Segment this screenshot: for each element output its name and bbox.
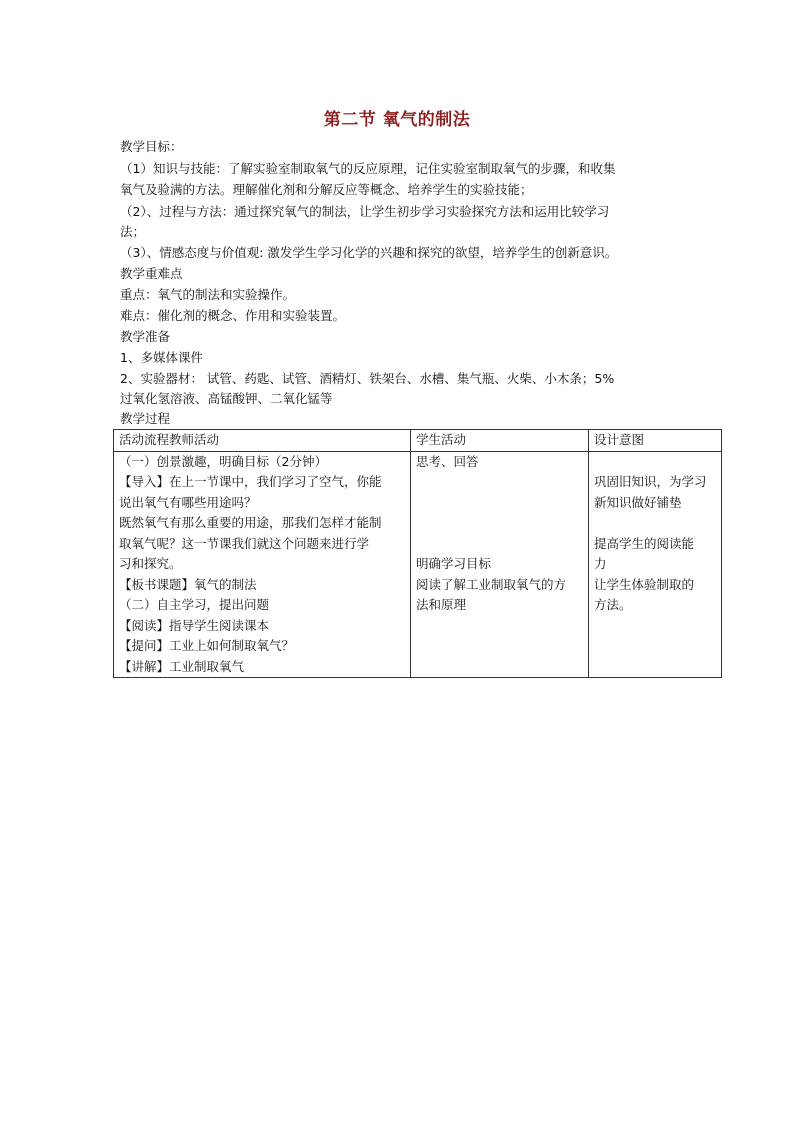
table-row	[114, 451, 722, 678]
teacher-line: 【阅读】指导学生阅读课本	[119, 617, 270, 633]
key-points-heading: 教学重难点	[120, 266, 183, 281]
objective-process-line1: （2）、过程与方法：通过探究氧气的制法，让学生初步学习实验探究方法和运用比较学习	[120, 204, 610, 219]
teacher-line: 取氧气呢？这一节课我们就这个问题来进行学	[119, 535, 370, 551]
student-think: 思考、回答	[416, 453, 479, 469]
teacher-line: 说出氧气有哪些用途吗？	[119, 494, 257, 510]
intent-experience-line1: 让学生体验制取的	[594, 576, 695, 592]
objectives-heading: 教学目标：	[120, 139, 183, 154]
header-design-intent: 设计意图	[589, 430, 722, 452]
student-read-line1: 阅读了解工业制取氧气的方	[416, 576, 567, 592]
key-point-focus: 重点：氧气的制法和实验操作。	[120, 287, 296, 302]
process-heading: 教学过程	[120, 411, 171, 426]
objective-emotion: （3）、情感态度与价值观: 激发学生学习化学的兴趣和探究的欲望，培养学生的创新意识。	[120, 245, 618, 260]
table-header-row	[114, 430, 722, 452]
page-title: 第二节 氧气的制法	[323, 110, 471, 130]
teacher-line: 【讲解】工业制取氧气	[119, 658, 245, 674]
header-student-activity: 学生活动	[411, 430, 589, 452]
design-intent-cell	[589, 451, 722, 678]
objective-knowledge-line1: （1）知识与技能：了解实验室制取氧气的反应原理，记住实验室制取氧气的步骤，和收集	[120, 161, 616, 176]
preparation-item2-line2: 过氧化氢溶液、高锰酸钾、二氧化锰等	[120, 391, 333, 406]
teacher-line: （一）创景激趣，明确目标（2分钟）	[119, 453, 327, 469]
student-goal: 明确学习目标	[416, 556, 492, 571]
preparation-heading: 教学准备	[120, 329, 171, 344]
key-point-difficulty: 难点：催化剂的概念、作用和实验装置。	[120, 308, 346, 323]
intent-review-line1: 巩固旧知识，为学习	[594, 474, 707, 489]
student-activity-cell	[411, 451, 589, 678]
intent-review-line2: 新知识做好铺垫	[594, 494, 682, 510]
preparation-item2-line1: 2、实验器材： 试管、药匙、试管、酒精灯、铁架台、水槽、集气瓶、火柴、小木条；5%	[120, 371, 615, 386]
teacher-line: 【提问】工业上如何制取氧气？	[119, 638, 295, 653]
teacher-line: 【板书课题】氧气的制法	[119, 576, 257, 592]
teacher-line: 既然氧气有那么重要的用途，那我们怎样才能制	[119, 515, 382, 530]
teacher-line: 【导入】在上一节课中，我们学习了空气，你能	[119, 474, 382, 489]
objective-knowledge-line2: 氧气及验满的方法。理解催化剂和分解反应等概念、培养学生的实验技能；	[120, 182, 533, 197]
intent-reading-line2: 力	[594, 556, 607, 571]
teacher-activity-cell	[114, 451, 411, 678]
objective-process-line2: 法；	[120, 224, 146, 239]
teacher-line: （二）自主学习，提出问题	[119, 597, 270, 612]
teacher-line: 习和探究。	[119, 556, 182, 571]
lesson-process-table	[113, 429, 722, 678]
preparation-item1: 1、多媒体课件	[120, 350, 203, 365]
student-read-line2: 法和原理	[416, 597, 467, 612]
intent-reading-line1: 提高学生的阅读能	[594, 535, 695, 551]
header-teacher-activity: 活动流程教师活动	[114, 430, 411, 452]
intent-experience-line2: 方法。	[594, 597, 632, 612]
